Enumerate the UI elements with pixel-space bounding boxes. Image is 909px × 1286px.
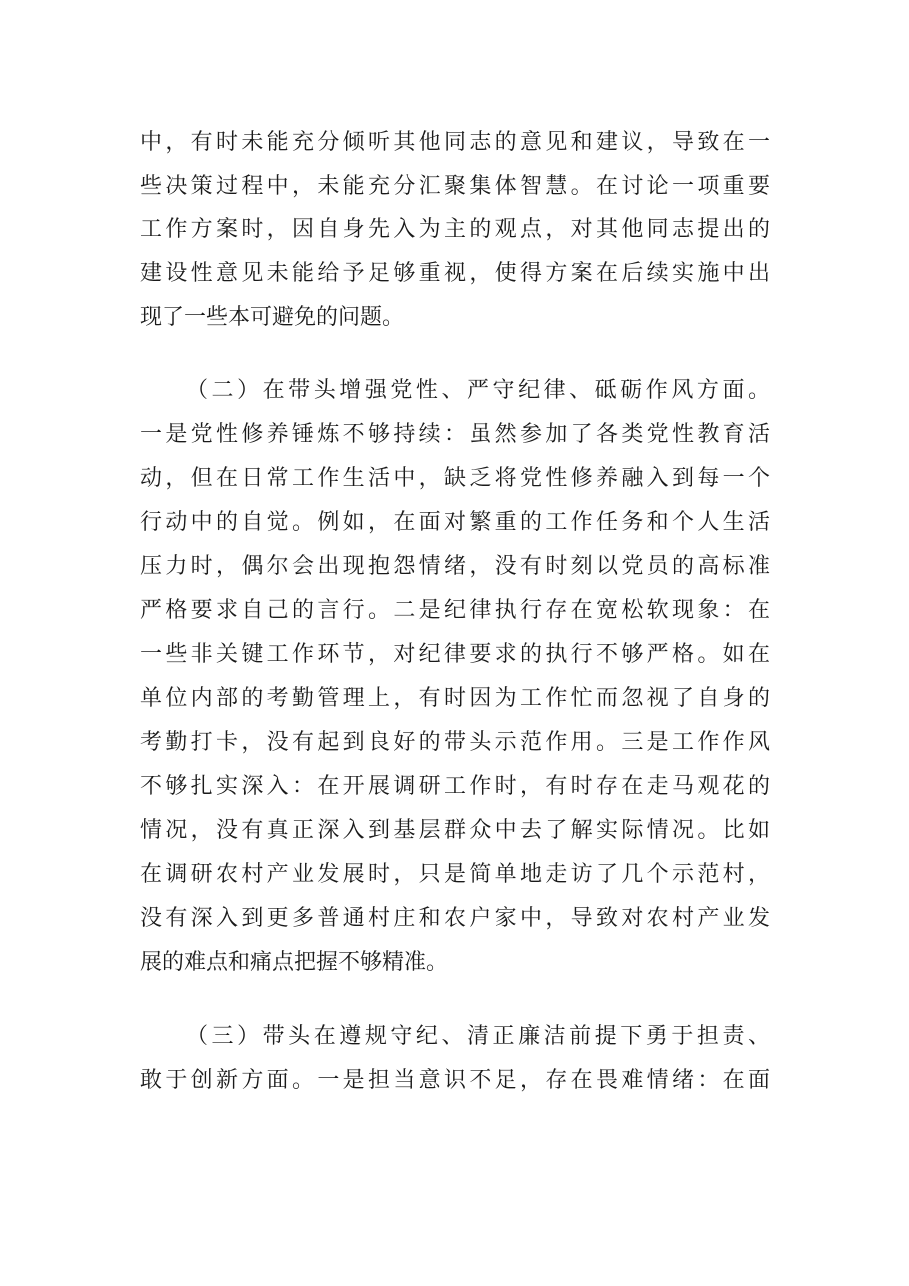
paragraph-2-line-8: 单位内部的考勤管理上，有时因为工作忙而忽视了自身的 xyxy=(140,686,770,711)
paragraph-2-heading-line: （二）在带头增强党性、严守纪律、砥砺作风方面。 xyxy=(186,378,770,403)
paragraph-2-line-14: 展的难点和痛点把握不够精准。 xyxy=(140,950,449,975)
paragraph-2-line-2: 一是党性修养锤炼不够持续：虽然参加了各类党性教育活 xyxy=(140,422,770,447)
paragraph-2-line-10: 不够扎实深入：在开展调研工作时，有时存在走马观花的 xyxy=(140,774,770,799)
paragraph-2-line-6: 严格要求自己的言行。二是纪律执行存在宽松软现象：在 xyxy=(140,598,770,623)
paragraph-1-line-3: 工作方案时，因自身先入为主的观点，对其他同志提出的 xyxy=(140,217,770,242)
paragraph-2-line-9: 考勤打卡，没有起到良好的带头示范作用。三是工作作风 xyxy=(140,730,770,755)
paragraph-2-line-3: 动，但在日常工作生活中，缺乏将党性修养融入到每一个 xyxy=(140,466,770,491)
paragraph-1-line-2: 些决策过程中，未能充分汇聚集体智慧。在讨论一项重要 xyxy=(140,174,770,199)
paragraph-1-line-4: 建设性意见未能给予足够重视，使得方案在后续实施中出 xyxy=(140,261,770,286)
paragraph-2-line-7: 一些非关键工作环节，对纪律要求的执行不够严格。如在 xyxy=(140,642,770,667)
paragraph-3-heading-line: （三）带头在遵规守纪、清正廉洁前提下勇于担责、 xyxy=(186,1024,770,1049)
paragraph-2-line-11: 情况，没有真正深入到基层群众中去了解实际情况。比如 xyxy=(140,818,770,843)
paragraph-2-line-5: 压力时，偶尔会出现抱怨情绪，没有时刻以党员的高标准 xyxy=(140,554,770,579)
paragraph-2-line-13: 没有深入到更多普通村庄和农户家中，导致对农村产业发 xyxy=(140,906,770,931)
paragraph-2-line-12: 在调研农村产业发展时，只是简单地走访了几个示范村， xyxy=(140,862,770,887)
paragraph-1-line-5: 现了一些本可避免的问题。 xyxy=(140,305,405,330)
paragraph-2-line-4: 行动中的自觉。例如，在面对繁重的工作任务和个人生活 xyxy=(140,510,770,535)
paragraph-3-line-2: 敢于创新方面。一是担当意识不足，存在畏难情绪：在面 xyxy=(140,1068,770,1093)
paragraph-1-line-1: 中，有时未能充分倾听其他同志的意见和建议，导致在一 xyxy=(140,130,770,155)
